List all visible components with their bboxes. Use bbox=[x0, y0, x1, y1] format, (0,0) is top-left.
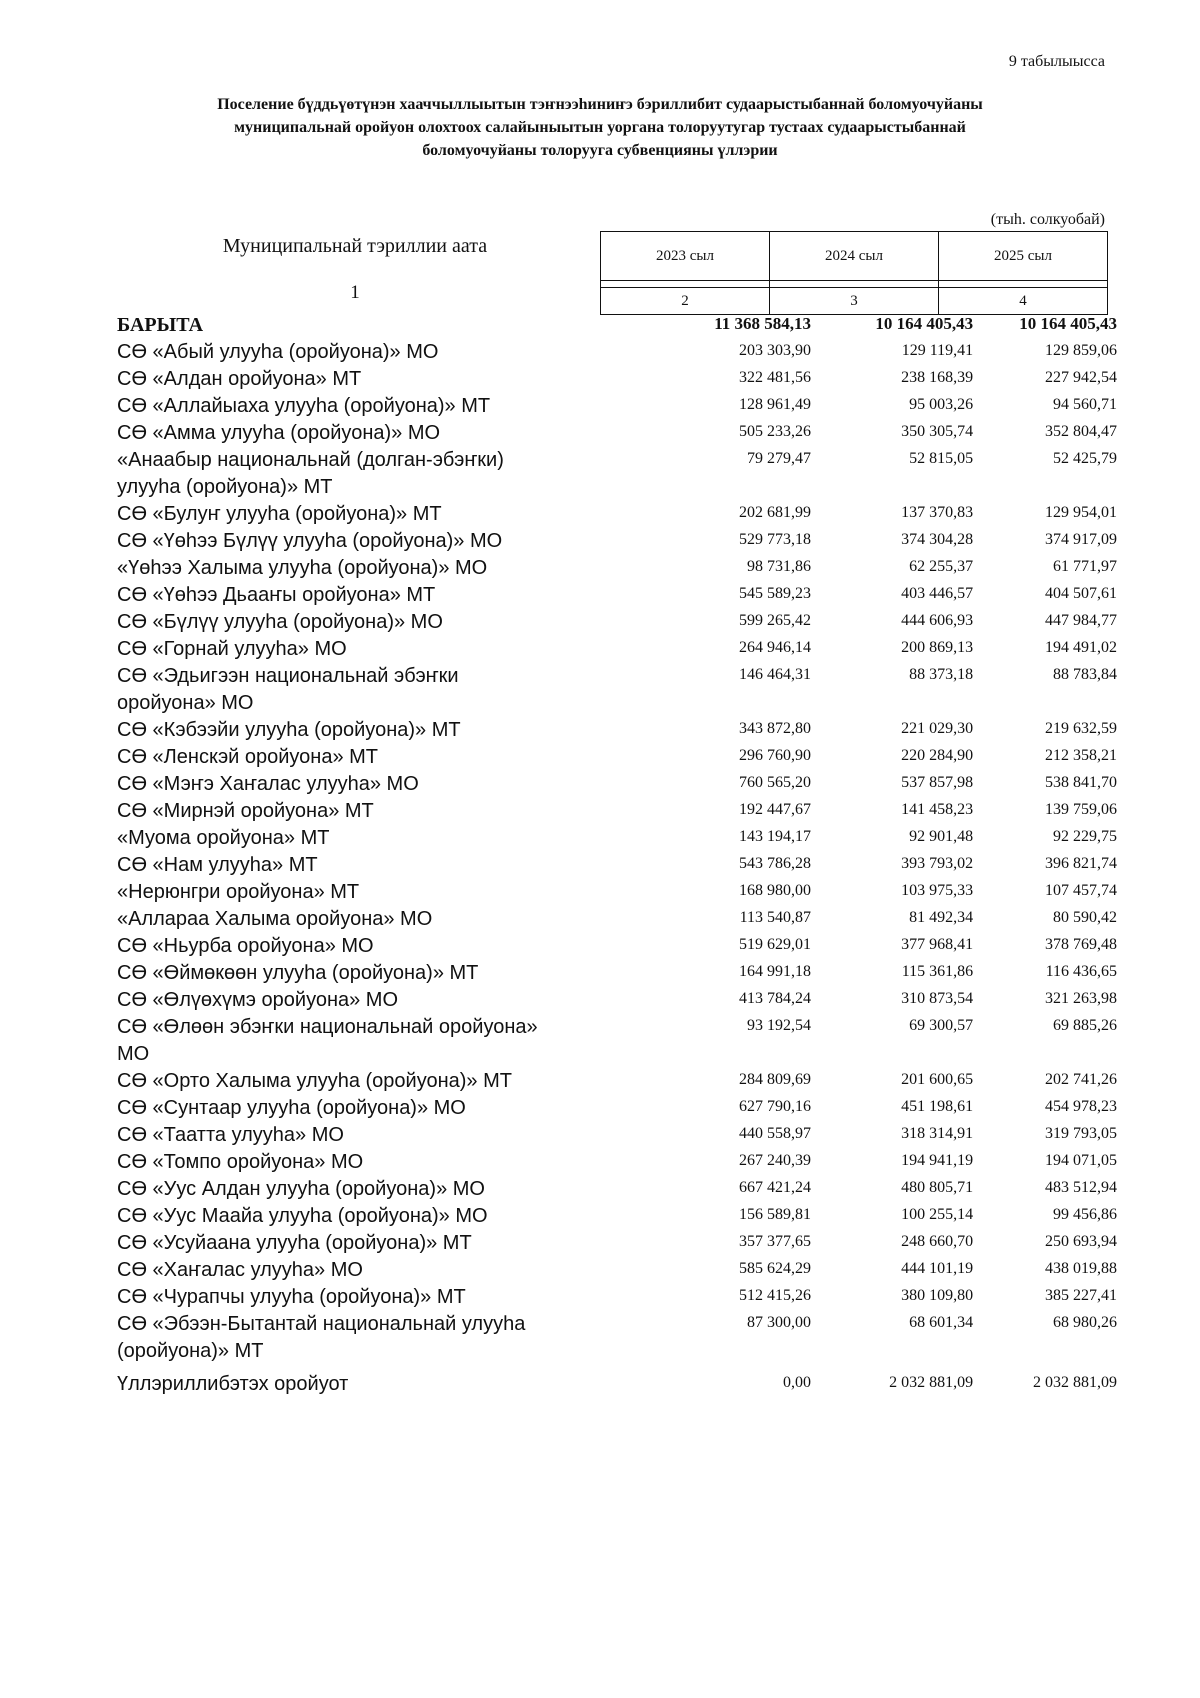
total-2023: 11 368 584,13 bbox=[714, 314, 811, 333]
value-2024: 318 314,91 bbox=[901, 1125, 974, 1142]
column-number-2: 2 bbox=[601, 288, 770, 315]
value-2025: 94 560,71 bbox=[1053, 396, 1117, 413]
value-2023: 284 809,69 bbox=[739, 1071, 811, 1088]
value-2024: 95 003,26 bbox=[909, 396, 974, 413]
value-2023: 599 265,42 bbox=[739, 612, 811, 629]
value-2025: 61 771,97 bbox=[1053, 558, 1117, 575]
table-row bbox=[117, 1176, 1117, 1203]
name-column-header: Муниципальнай тэриллии аата bbox=[222, 235, 488, 257]
table-row bbox=[117, 825, 1117, 852]
municipality-name: СӨ «Сунтаар улууһа (оройуона)» МО bbox=[117, 1097, 466, 1119]
value-2024: 200 869,13 bbox=[901, 639, 974, 656]
year-header-2023: 2023 сыл bbox=[601, 232, 770, 281]
table-row bbox=[117, 528, 1117, 555]
value-2025: 438 019,88 bbox=[1045, 1260, 1117, 1277]
value-2025: 68 980,26 bbox=[1053, 1314, 1117, 1331]
value-2024: 103 975,33 bbox=[901, 882, 974, 899]
value-2023: 202 681,99 bbox=[739, 504, 811, 521]
municipality-name: СӨ «Чурапчы улууһа (оройуона)» МТ bbox=[117, 1286, 466, 1308]
value-2023: 264 946,14 bbox=[739, 639, 811, 656]
total-label: БАРЫТА bbox=[117, 314, 204, 336]
municipality-name: «Үөһээ Халыма улууһа (оройуона)» МО bbox=[117, 557, 488, 579]
value-2024: 115 361,86 bbox=[901, 963, 974, 980]
value-2023: 543 786,28 bbox=[739, 855, 811, 872]
municipality-name: СӨ «Горнай улууһа» МО bbox=[117, 638, 347, 660]
value-2023: 0,00 bbox=[783, 1374, 811, 1391]
table-row bbox=[117, 339, 1117, 366]
data-table-body bbox=[117, 312, 1117, 1398]
municipality-name: СӨ «Эдьигээн национальнай эбэҥки оройуона» МО bbox=[117, 665, 459, 714]
table-row bbox=[117, 393, 1117, 420]
municipality-name: СӨ «Өлүөхүмэ оройуона» МО bbox=[117, 989, 399, 1011]
value-2023: 113 540,87 bbox=[739, 909, 811, 926]
table-row bbox=[117, 501, 1117, 528]
value-2025: 2 032 881,09 bbox=[1033, 1374, 1117, 1391]
value-2024: 377 968,41 bbox=[901, 936, 974, 953]
value-2024: 380 109,80 bbox=[901, 1287, 974, 1304]
value-2025: 69 885,26 bbox=[1053, 1017, 1117, 1034]
value-2024: 393 793,02 bbox=[901, 855, 974, 872]
value-2025: 52 425,79 bbox=[1053, 450, 1117, 467]
municipality-name: СӨ «Абый улууһа (оройуона)» МО bbox=[117, 341, 439, 363]
value-2023: 505 233,26 bbox=[739, 423, 811, 440]
value-2023: 296 760,90 bbox=[739, 747, 811, 764]
table-row bbox=[117, 1257, 1117, 1284]
municipality-name: СӨ «Үөһээ Дьааҥы оройуона» МТ bbox=[117, 584, 436, 606]
value-2024: 69 300,57 bbox=[909, 1017, 974, 1034]
column-number-4: 4 bbox=[939, 288, 1108, 315]
value-2025: 88 783,84 bbox=[1053, 666, 1117, 683]
value-2024: 221 029,30 bbox=[901, 720, 974, 737]
municipality-name: СӨ «Бүлүү улууһа (оройуона)» МО bbox=[117, 611, 443, 633]
value-2024: 2 032 881,09 bbox=[889, 1374, 974, 1391]
total-2024: 10 164 405,43 bbox=[875, 314, 974, 333]
value-2025: 194 071,05 bbox=[1045, 1152, 1117, 1169]
table-row bbox=[117, 879, 1117, 906]
municipality-name: СӨ «Томпо оройуона» МО bbox=[117, 1151, 364, 1173]
value-2025: 219 632,59 bbox=[1045, 720, 1117, 737]
table-row bbox=[117, 1311, 1117, 1365]
units-label: (тыһ. солкуобай) bbox=[990, 211, 1105, 228]
value-2025: 227 942,54 bbox=[1045, 369, 1117, 386]
municipality-name: СӨ «Мирнэй оройуона» МТ bbox=[117, 800, 374, 822]
municipality-name: СӨ «Нам улууһа» МТ bbox=[117, 854, 318, 876]
value-2024: 88 373,18 bbox=[909, 666, 974, 683]
value-2023: 529 773,18 bbox=[739, 531, 811, 548]
table-row bbox=[117, 906, 1117, 933]
value-2024: 537 857,98 bbox=[901, 774, 974, 791]
column-number-3: 3 bbox=[770, 288, 939, 315]
value-2024: 238 168,39 bbox=[901, 369, 974, 386]
value-2024: 201 600,65 bbox=[901, 1071, 974, 1088]
table-row bbox=[117, 1284, 1117, 1311]
value-2023: 168 980,00 bbox=[739, 882, 811, 899]
municipality-name: «Нерюнгри оройуона» МТ bbox=[117, 881, 360, 903]
value-2023: 585 624,29 bbox=[739, 1260, 811, 1277]
value-2024: 403 446,57 bbox=[901, 585, 974, 602]
value-2025: 212 358,21 bbox=[1045, 747, 1117, 764]
value-2023: 128 961,49 bbox=[739, 396, 811, 413]
table-row bbox=[117, 1149, 1117, 1176]
table-row bbox=[117, 798, 1117, 825]
value-2024: 451 198,61 bbox=[901, 1098, 974, 1115]
value-2024: 444 606,93 bbox=[901, 612, 974, 629]
table-row bbox=[117, 717, 1117, 744]
value-2023: 164 991,18 bbox=[739, 963, 811, 980]
value-2025: 385 227,41 bbox=[1045, 1287, 1117, 1304]
value-2025: 129 954,01 bbox=[1045, 504, 1117, 521]
table-row bbox=[117, 420, 1117, 447]
municipality-name: СӨ «Алдан оройуона» МТ bbox=[117, 368, 362, 390]
title-line: боломуочуйаны толорууга субвенцияны үллэрии bbox=[422, 142, 778, 159]
value-2024: 350 305,74 bbox=[901, 423, 974, 440]
value-2023: 203 303,90 bbox=[739, 342, 811, 359]
value-2025: 319 793,05 bbox=[1045, 1125, 1117, 1142]
value-2024: 141 458,23 bbox=[901, 801, 974, 818]
value-2025: 129 859,06 bbox=[1045, 342, 1117, 359]
value-2024: 92 901,48 bbox=[909, 828, 974, 845]
value-2024: 100 255,14 bbox=[901, 1206, 974, 1223]
value-2024: 248 660,70 bbox=[901, 1233, 974, 1250]
title-line: муниципальнай оройуон олохтоох салайыныытын уоргана толоруутугар тустаах судаарыстыбаннай bbox=[234, 119, 966, 136]
value-2024: 310 873,54 bbox=[901, 990, 974, 1007]
municipality-name: СӨ «Ньурба оройуона» МО bbox=[117, 935, 374, 957]
table-row bbox=[117, 933, 1117, 960]
table-row bbox=[117, 987, 1117, 1014]
municipality-name: СӨ «Орто Халыма улууһа (оройуона)» МТ bbox=[117, 1070, 512, 1092]
value-2024: 480 805,71 bbox=[901, 1179, 974, 1196]
appendix-label: 9 табылыысса bbox=[1008, 53, 1105, 70]
municipality-name: «Аллараа Халыма оройуона» МО bbox=[117, 908, 433, 930]
municipality-name: СӨ «Усуйаана улууһа (оройуона)» МТ bbox=[117, 1232, 472, 1254]
table-row bbox=[117, 1122, 1117, 1149]
value-2025: 404 507,61 bbox=[1045, 585, 1117, 602]
value-2024: 129 119,41 bbox=[901, 342, 974, 359]
value-2023: 156 589,81 bbox=[739, 1206, 811, 1223]
value-2025: 116 436,65 bbox=[1045, 963, 1117, 980]
value-2023: 760 565,20 bbox=[739, 774, 811, 791]
value-2025: 250 693,94 bbox=[1045, 1233, 1117, 1250]
table-row bbox=[117, 582, 1117, 609]
municipality-name: СӨ «Үөһээ Бүлүү улууһа (оройуона)» МО bbox=[117, 530, 503, 552]
value-2025: 92 229,75 bbox=[1053, 828, 1117, 845]
value-2025: 321 263,98 bbox=[1045, 990, 1117, 1007]
municipality-name: СӨ «Уус Маайа улууһа (оройуона)» МО bbox=[117, 1205, 488, 1227]
value-2025: 352 804,47 bbox=[1045, 423, 1117, 440]
municipality-name: СӨ «Эбээн-Бытантай национальнай улууһа (оройуона)» МТ bbox=[117, 1313, 526, 1362]
reserve-row bbox=[117, 1371, 1117, 1398]
value-2025: 80 590,42 bbox=[1053, 909, 1117, 926]
value-2024: 52 815,05 bbox=[909, 450, 974, 467]
value-2025: 194 491,02 bbox=[1045, 639, 1117, 656]
value-2023: 413 784,24 bbox=[739, 990, 811, 1007]
table-row bbox=[117, 1203, 1117, 1230]
total-row bbox=[117, 312, 1117, 339]
document-title bbox=[100, 93, 1100, 162]
municipality-name: СӨ «Кэбээйи улууһа (оройуона)» МТ bbox=[117, 719, 461, 741]
value-2023: 440 558,97 bbox=[739, 1125, 811, 1142]
year-header-2025: 2025 сыл bbox=[939, 232, 1108, 281]
value-2025: 378 769,48 bbox=[1045, 936, 1117, 953]
value-2025: 99 456,86 bbox=[1053, 1206, 1117, 1223]
table-row bbox=[117, 555, 1117, 582]
table-row bbox=[117, 1230, 1117, 1257]
year-header-2024: 2024 сыл bbox=[770, 232, 939, 281]
municipality-name: СӨ «Амма улууһа (оройуона)» МО bbox=[117, 422, 441, 444]
value-2023: 192 447,67 bbox=[739, 801, 811, 818]
value-2023: 667 421,24 bbox=[739, 1179, 811, 1196]
value-2023: 93 192,54 bbox=[747, 1017, 811, 1034]
table-row bbox=[117, 663, 1117, 717]
value-2023: 627 790,16 bbox=[739, 1098, 811, 1115]
column-number-1: 1 bbox=[350, 282, 360, 303]
year-header-table bbox=[600, 231, 1108, 315]
value-2023: 87 300,00 bbox=[747, 1314, 811, 1331]
value-2024: 444 101,19 bbox=[901, 1260, 974, 1277]
table-row bbox=[117, 744, 1117, 771]
table-row bbox=[117, 447, 1117, 501]
municipality-name: СӨ «Таатта улууһа» МО bbox=[117, 1124, 344, 1146]
value-2024: 374 304,28 bbox=[901, 531, 974, 548]
value-2023: 146 464,31 bbox=[739, 666, 811, 683]
value-2023: 143 194,17 bbox=[739, 828, 811, 845]
municipality-name: «Муома оройуона» МТ bbox=[117, 827, 330, 849]
municipality-name: СӨ «Мэҥэ Хаҥалас улууһа» МО bbox=[117, 773, 419, 795]
value-2025: 374 917,09 bbox=[1045, 531, 1117, 548]
value-2025: 139 759,06 bbox=[1045, 801, 1117, 818]
value-2024: 194 941,19 bbox=[901, 1152, 974, 1169]
table-row bbox=[117, 1095, 1117, 1122]
table-row bbox=[117, 609, 1117, 636]
municipality-name: СӨ «Аллайыаха улууһа (оройуона)» МТ bbox=[117, 395, 491, 417]
municipality-name: СӨ «Өймөкөөн улууһа (оройуона)» МТ bbox=[117, 962, 479, 984]
value-2024: 220 284,90 bbox=[901, 747, 974, 764]
value-2025: 447 984,77 bbox=[1045, 612, 1117, 629]
municipality-name: СӨ «Ленскэй оройуона» МТ bbox=[117, 746, 379, 768]
value-2023: 98 731,86 bbox=[747, 558, 811, 575]
total-2025: 10 164 405,43 bbox=[1019, 314, 1117, 333]
table-row bbox=[117, 1014, 1117, 1068]
municipality-name: СӨ «Хаҥалас улууһа» МО bbox=[117, 1259, 363, 1281]
value-2023: 512 415,26 bbox=[739, 1287, 811, 1304]
table-row bbox=[117, 852, 1117, 879]
table-row bbox=[117, 636, 1117, 663]
value-2024: 81 492,34 bbox=[909, 909, 974, 926]
table-row bbox=[117, 366, 1117, 393]
value-2023: 357 377,65 bbox=[739, 1233, 811, 1250]
value-2025: 396 821,74 bbox=[1045, 855, 1117, 872]
table-row bbox=[117, 1068, 1117, 1095]
value-2023: 267 240,39 bbox=[739, 1152, 811, 1169]
municipality-name: Үллэриллибэтэх оройуот bbox=[117, 1373, 349, 1395]
value-2024: 137 370,83 bbox=[901, 504, 974, 521]
value-2023: 79 279,47 bbox=[747, 450, 811, 467]
municipality-name: СӨ «Булуҥ улууһа (оройуона)» МТ bbox=[117, 503, 442, 525]
value-2024: 62 255,37 bbox=[909, 558, 974, 575]
value-2025: 538 841,70 bbox=[1045, 774, 1117, 791]
value-2023: 519 629,01 bbox=[739, 936, 811, 953]
municipality-name: СӨ «Уус Алдан улууһа (оройуона)» МО bbox=[117, 1178, 485, 1200]
value-2025: 454 978,23 bbox=[1045, 1098, 1117, 1115]
table-row bbox=[117, 960, 1117, 987]
table-row bbox=[117, 771, 1117, 798]
value-2023: 545 589,23 bbox=[739, 585, 811, 602]
value-2025: 483 512,94 bbox=[1045, 1179, 1117, 1196]
value-2025: 202 741,26 bbox=[1045, 1071, 1117, 1088]
value-2023: 343 872,80 bbox=[739, 720, 811, 737]
title-line: Поселение бүддьүөтүнэн хааччыллыытын тэҥнээһиниҥэ бэриллибит судаарыстыбаннай боломуочуйаны bbox=[217, 96, 983, 113]
value-2023: 322 481,56 bbox=[739, 369, 811, 386]
municipality-name: «Анаабыр национальнай (долган-эбэҥки) улууһа (оройуона)» МТ bbox=[117, 449, 504, 498]
municipality-name: СӨ «Өлөөн эбэҥки национальнай оройуона» МО bbox=[117, 1016, 538, 1065]
value-2025: 107 457,74 bbox=[1045, 882, 1117, 899]
value-2024: 68 601,34 bbox=[909, 1314, 974, 1331]
